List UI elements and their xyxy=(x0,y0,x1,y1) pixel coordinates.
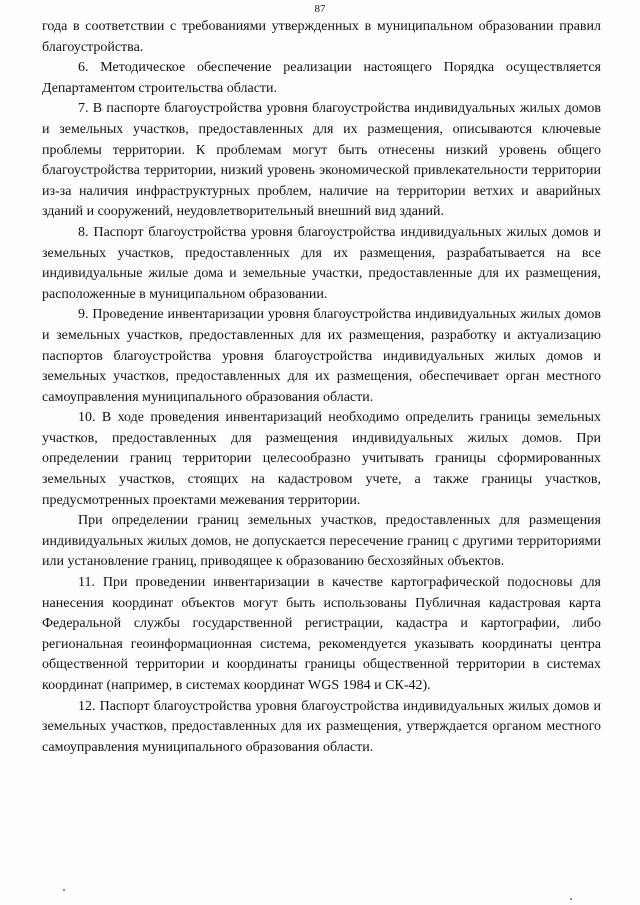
paragraph-7: 7. В паспорте благоустройства уровня благоустройства индивидуальных жилых домов и земельных участков, предоставленных для их размещения, описываются ключевые проблемы территории. К проблемам могут быть отнесены низкий уровень общего благоустройства территории, низкий уровень экономической привлекательности территории из-за наличия инфраструктурных проблем, наличие на территории ветхих и аварийных зданий и сооружений, неудовлетворительный внешний вид зданий. xyxy=(42,101,601,220)
paragraph-8: 8. Паспорт благоустройства уровня благоустройства индивидуальных жилых домов и земельных участков, предоставленных для их размещения, разрабатывается на все индивидуальные жилые дома и земельные участки, предоставленные для их размещения, расположенные в муниципальном образовании. xyxy=(42,224,601,302)
scan-speck-right xyxy=(570,898,572,900)
paragraph-continuation: года в соответствии с требованиями утвержденных в муниципальном образовании правил благоустройства. xyxy=(42,19,601,55)
paragraph-12: 12. Паспорт благоустройства уровня благоустройства индивидуальных жилых домов и земельных участков, предоставленных для их размещения, утверждается органом местного самоуправления муниципального образования области. xyxy=(42,698,601,755)
scan-speck-left xyxy=(63,889,65,891)
paragraph-9: 9. Проведение инвентаризации уровня благоустройства индивидуальных жилых домов и земельных участков, предоставленных для их размещения, разработку и актуализацию паспортов благоустройства уровня благоустройства индивидуальных жилых домов и земельных участков, предоставленных для их размещения, обеспечивает орган местного самоуправления муниципального образования области. xyxy=(42,307,601,405)
page-number: 87 xyxy=(314,3,326,15)
paragraph-10-continuation: При определении границ земельных участков, предоставленных для размещения индивидуальных жилых домов, не допускается пересечение границ с другими территориями или установление границ, приводящее к образованию бесхозяйных объектов. xyxy=(42,513,601,570)
document-body xyxy=(42,17,601,758)
paragraph-11: 11. При проведении инвентаризации в качестве картографической подосновы для нанесения координат объектов могут быть использованы Публичная кадастровая карта Федеральной службы государственной регистрации, кадастра и картографии, либо региональная геоинформационная система, рекомендуется указывать координаты центра общественной территории и координаты границы общественной территории в системах координат (например, в системах координат WGS 1984 и СК-42). xyxy=(42,575,601,693)
paragraph-10: 10. В ходе проведения инвентаризаций необходимо определить границы земельных участков, предоставленных для размещения индивидуальных жилых домов. При определении границ территории целесообразно учитывать границы сформированных земельных участков, стоящих на кадастровом учете, а также границы участков, предусмотренных проектами межевания территории. xyxy=(42,410,601,508)
paragraph-6: 6. Методическое обеспечение реализации настоящего Порядка осуществляется Департаментом строительства области. xyxy=(42,60,601,96)
